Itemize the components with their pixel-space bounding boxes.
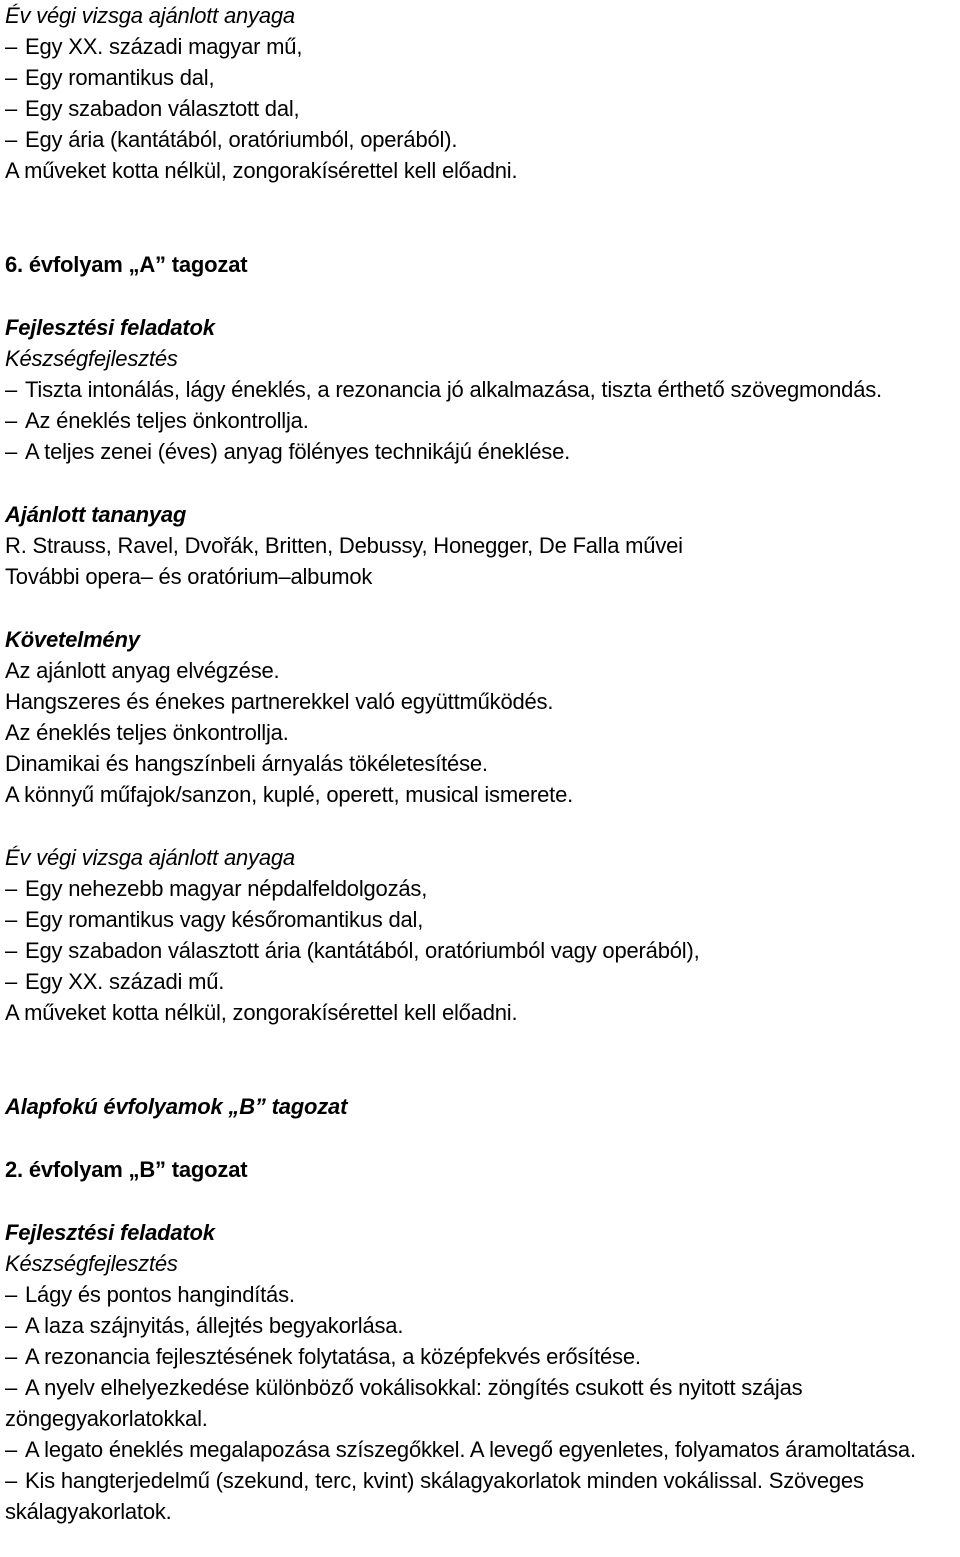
list-item: – Egy XX. századi mű. bbox=[5, 966, 960, 997]
dash-bullet: – bbox=[5, 65, 18, 90]
requirement-line: Az éneklés teljes önkontrollja. bbox=[5, 720, 289, 745]
dash-bullet: – bbox=[5, 439, 18, 464]
dash-bullet: – bbox=[5, 938, 18, 963]
requirement-line: Dinamikai és hangszínbeli árnyalás tökéletesítése. bbox=[5, 751, 488, 776]
dash-bullet: – bbox=[5, 876, 18, 901]
grade-title: 2. évfolyam „B” tagozat bbox=[5, 1157, 248, 1182]
list-item-continuation: skálagyakorlatok. bbox=[5, 1499, 172, 1524]
dash-bullet: – bbox=[5, 907, 18, 932]
skill-development-heading: Készségfejlesztés bbox=[5, 346, 178, 371]
development-tasks-heading: Fejlesztési feladatok bbox=[5, 1220, 215, 1245]
requirement-line: Az ajánlott anyag elvégzése. bbox=[5, 658, 280, 683]
dash-bullet: – bbox=[5, 96, 18, 121]
dash-bullet: – bbox=[5, 377, 18, 402]
grade-title: 6. évfolyam „A” tagozat bbox=[5, 252, 248, 277]
section-main-title: Alapfokú évfolyamok „B” tagozat bbox=[5, 1094, 348, 1119]
recommended-line: R. Strauss, Ravel, Dvořák, Britten, Debussy, Honegger, De Falla művei bbox=[5, 533, 683, 558]
dash-bullet: – bbox=[5, 1282, 18, 1307]
list-item: – Tiszta intonálás, lágy éneklés, a rezonancia jó alkalmazása, tiszta érthető szövegmondás. bbox=[5, 374, 960, 405]
recommended-material-heading: Ajánlott tananyag bbox=[5, 502, 187, 527]
list-item: – Egy ária (kantátából, oratóriumból, operából). bbox=[5, 124, 960, 155]
requirement-heading: Követelmény bbox=[5, 627, 140, 652]
list-item: – A teljes zenei (éves) anyag fölényes technikájú éneklése. bbox=[5, 436, 960, 467]
list-item: – Lágy és pontos hangindítás. bbox=[5, 1279, 960, 1310]
requirement-line: A könnyű műfajok/sanzon, kuplé, operett, musical ismerete. bbox=[5, 782, 574, 807]
exam-heading: Év végi vizsga ajánlott anyaga bbox=[5, 845, 295, 870]
skill-development-heading: Készségfejlesztés bbox=[5, 1251, 178, 1276]
list-item-continuation: zöngegyakorlatokkal. bbox=[5, 1406, 208, 1431]
list-item: – A rezonancia fejlesztésének folytatása, a középfekvés erősítése. bbox=[5, 1341, 960, 1372]
list-item: – Egy romantikus dal, bbox=[5, 62, 960, 93]
dash-bullet: – bbox=[5, 34, 18, 59]
requirement-line: Hangszeres és énekes partnerekkel való együttműködés. bbox=[5, 689, 554, 714]
dash-bullet: – bbox=[5, 1344, 18, 1369]
list-item: – Egy nehezebb magyar népdalfeldolgozás, bbox=[5, 873, 960, 904]
dash-bullet: – bbox=[5, 1437, 18, 1462]
list-item: – Kis hangterjedelmű (szekund, terc, kvint) skálagyakorlatok minden vokálissal. Szöveges bbox=[5, 1465, 960, 1496]
list-item: – A nyelv elhelyezkedése különböző vokálisokkal: zöngítés csukott és nyitott szájas bbox=[5, 1372, 960, 1403]
exam-note: A műveket kotta nélkül, zongorakísérettel kell előadni. bbox=[5, 1000, 518, 1025]
dash-bullet: – bbox=[5, 1313, 18, 1338]
dash-bullet: – bbox=[5, 127, 18, 152]
dash-bullet: – bbox=[5, 1468, 18, 1493]
list-item: – A laza szájnyitás, állejtés begyakorlása. bbox=[5, 1310, 960, 1341]
list-item: – Egy romantikus vagy későromantikus dal, bbox=[5, 904, 960, 935]
development-tasks-heading: Fejlesztési feladatok bbox=[5, 315, 215, 340]
list-item: – Egy XX. századi magyar mű, bbox=[5, 31, 960, 62]
dash-bullet: – bbox=[5, 969, 18, 994]
list-item: – Egy szabadon választott ária (kantátából, oratóriumból vagy operából), bbox=[5, 935, 960, 966]
dash-bullet: – bbox=[5, 1375, 18, 1400]
list-item: – Egy szabadon választott dal, bbox=[5, 93, 960, 124]
list-item: – A legato éneklés megalapozása szíszegőkkel. A levegő egyenletes, folyamatos áramoltatása. bbox=[5, 1434, 960, 1465]
recommended-line: További opera– és oratórium–albumok bbox=[5, 564, 373, 589]
dash-bullet: – bbox=[5, 408, 18, 433]
exam-heading: Év végi vizsga ajánlott anyaga bbox=[5, 3, 295, 28]
exam-note: A műveket kotta nélkül, zongorakísérettel kell előadni. bbox=[5, 158, 518, 183]
list-item: – Az éneklés teljes önkontrollja. bbox=[5, 405, 960, 436]
